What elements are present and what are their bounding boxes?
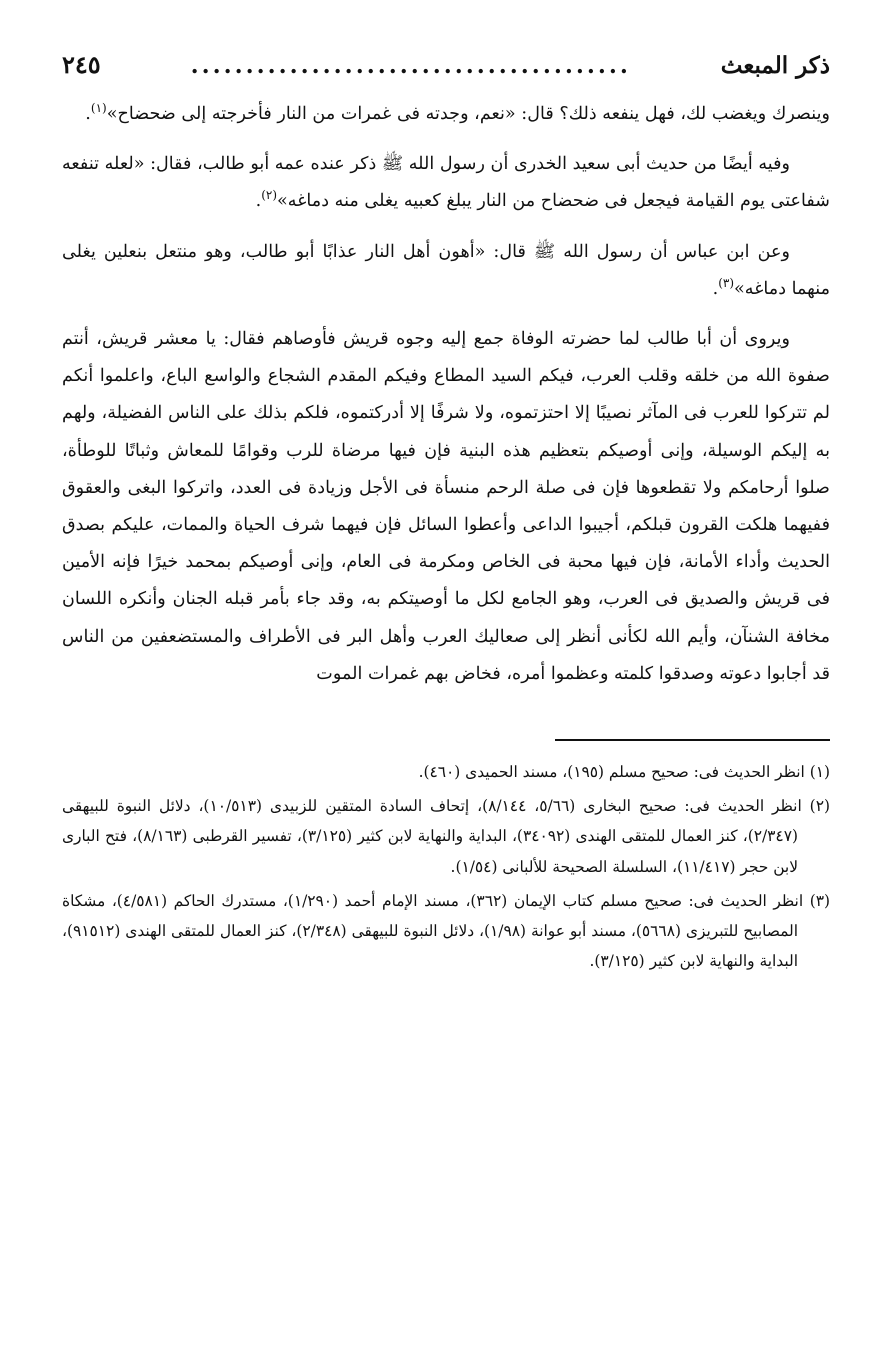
chapter-title: ذكر المبعث xyxy=(720,52,830,79)
paragraph-text: وعن ابن عباس أن رسول الله ﷺ قال: «أهون أهل النار عذابًا أبو طالب، وهو منتعل بنعلين يغلى منهما دماغه» xyxy=(62,241,830,299)
paragraph-4 xyxy=(62,321,830,693)
footnotes xyxy=(62,757,830,976)
paragraph-2 xyxy=(62,146,830,220)
footnote-separator xyxy=(555,739,830,741)
paragraph-text: وينصرك ويغضب لك، فهل ينفعه ذلك؟ قال: «نعم، وجدته فى غمرات من النار فأخرجته إلى ضحضاح» xyxy=(106,104,830,124)
leader-dots xyxy=(109,52,713,79)
paragraph-3 xyxy=(62,234,830,308)
paragraph-tail: . xyxy=(85,104,91,124)
main-text xyxy=(62,96,830,693)
footnote-marker[interactable]: (٢) xyxy=(261,188,278,203)
footnote-marker[interactable]: (٣) xyxy=(718,275,735,290)
footnote-1: (١) انظر الحديث فى: صحيح مسلم (١٩٥)، مسند الحميدى (٤٦٠). xyxy=(418,763,830,782)
running-header xyxy=(62,50,830,96)
paragraph-text: وفيه أيضًا من حديث أبى سعيد الخدرى أن رسول الله ﷺ ذكر عنده عمه أبو طالب، فقال: «لعله تنفعه شفاعتى يوم القيامة فيجعل فى ضحضاح من النار يبلغ كعبيه يغلى منه دماغه» xyxy=(62,154,830,212)
book-page xyxy=(62,50,830,1340)
paragraph-tail: . xyxy=(255,191,262,212)
footnote-2: (٢) انظر الحديث فى: صحيح البخارى (٥/٦٦، ٨/١٤٤)، إتحاف السادة المتقين للزبيدى (١٠/٥١٣)، دلائل النبوة للبيهقى (٢/٣٤٧)، كنز العمال للمتقى الهندى (٣٤٠٩٢)، البداية والنهاية لابن كثير (٣/١٢٥)، تفسير القرطبى (٨/١٦٣)، فتح البارى لابن حجر (١١/٤١٧)، السلسلة الصحيحة للألبانى (١/٥٤). xyxy=(62,797,830,876)
footnote-marker[interactable]: (١) xyxy=(90,101,107,116)
paragraph-text: ويروى أن أبا طالب لما حضرته الوفاة جمع إليه وجوه قريش فأوصاهم فقال: يا معشر قريش، أنتم صفوة الله من خلقه وقلب العرب، فيكم السيد المطاع وفيكم المقدم الشجاع والواسع الباع، واعلموا أنكم لم تتركوا للعرب فى المآثر نصيبًا إلا احتزتموه، ولا شرفًا إلا أدركتموه، فلكم بذلك على الناس الفضيلة، ولهم به إليكم الوسيلة، وإنى أوصيكم بتعظيم هذه البنية فإن فيها مرضاة للرب وقوامًا للمعاش وثباتًا للوطأة، صلوا أرحامكم ولا تقطعوها فإن فى صلة الرحم منسأة فى الأجل وزيادة فى العدد، واتركوا البغى والعقوق ففيهما هلكت القرون قبلكم، أجيبوا الداعى وأعطوا السائل فإن فيهما شرف الحياة والممات، عليكم بصدق الحديث وأداء الأمانة، فإن فيها محبة فى الخاص ومكرمة فى العام، وإنى أوصيكم بمحمد خيرًا فإنه الأمين فى قريش والصديق فى العرب، وهو الجامع لكل ما أوصيتكم به، وقد جاء بأمر قبله الجنان وأنكره اللسان مخافة الشنآن، وأيم الله لكأنى أنظر إلى صعاليك العرب وأهل البر فى الأطراف والمستضعفين من الناس قد أجابوا دعوته وصدقوا كلمته وعظموا أمره، فخاض بهم غمرات الموت xyxy=(62,329,830,684)
paragraph-tail: . xyxy=(712,278,719,299)
page-number: ٢٤٥ xyxy=(62,50,101,79)
paragraph-1 xyxy=(62,96,830,133)
footnote-3: (٣) انظر الحديث فى: صحيح مسلم كتاب الإيمان (٣٦٢)، مسند الإمام أحمد (١/٢٩٠)، مستدرك الحاكم (٤/٥٨١)، مشكاة المصابيح للتبريزى (٥٦٦٨)، مسند أبو عوانة (١/٩٨)، دلائل النبوة للبيهقى (٢/٣٤٨)، كنز العمال للمتقى الهندى (٩١٥١٢)، البداية والنهاية لابن كثير (٣/١٢٥). xyxy=(62,891,830,971)
